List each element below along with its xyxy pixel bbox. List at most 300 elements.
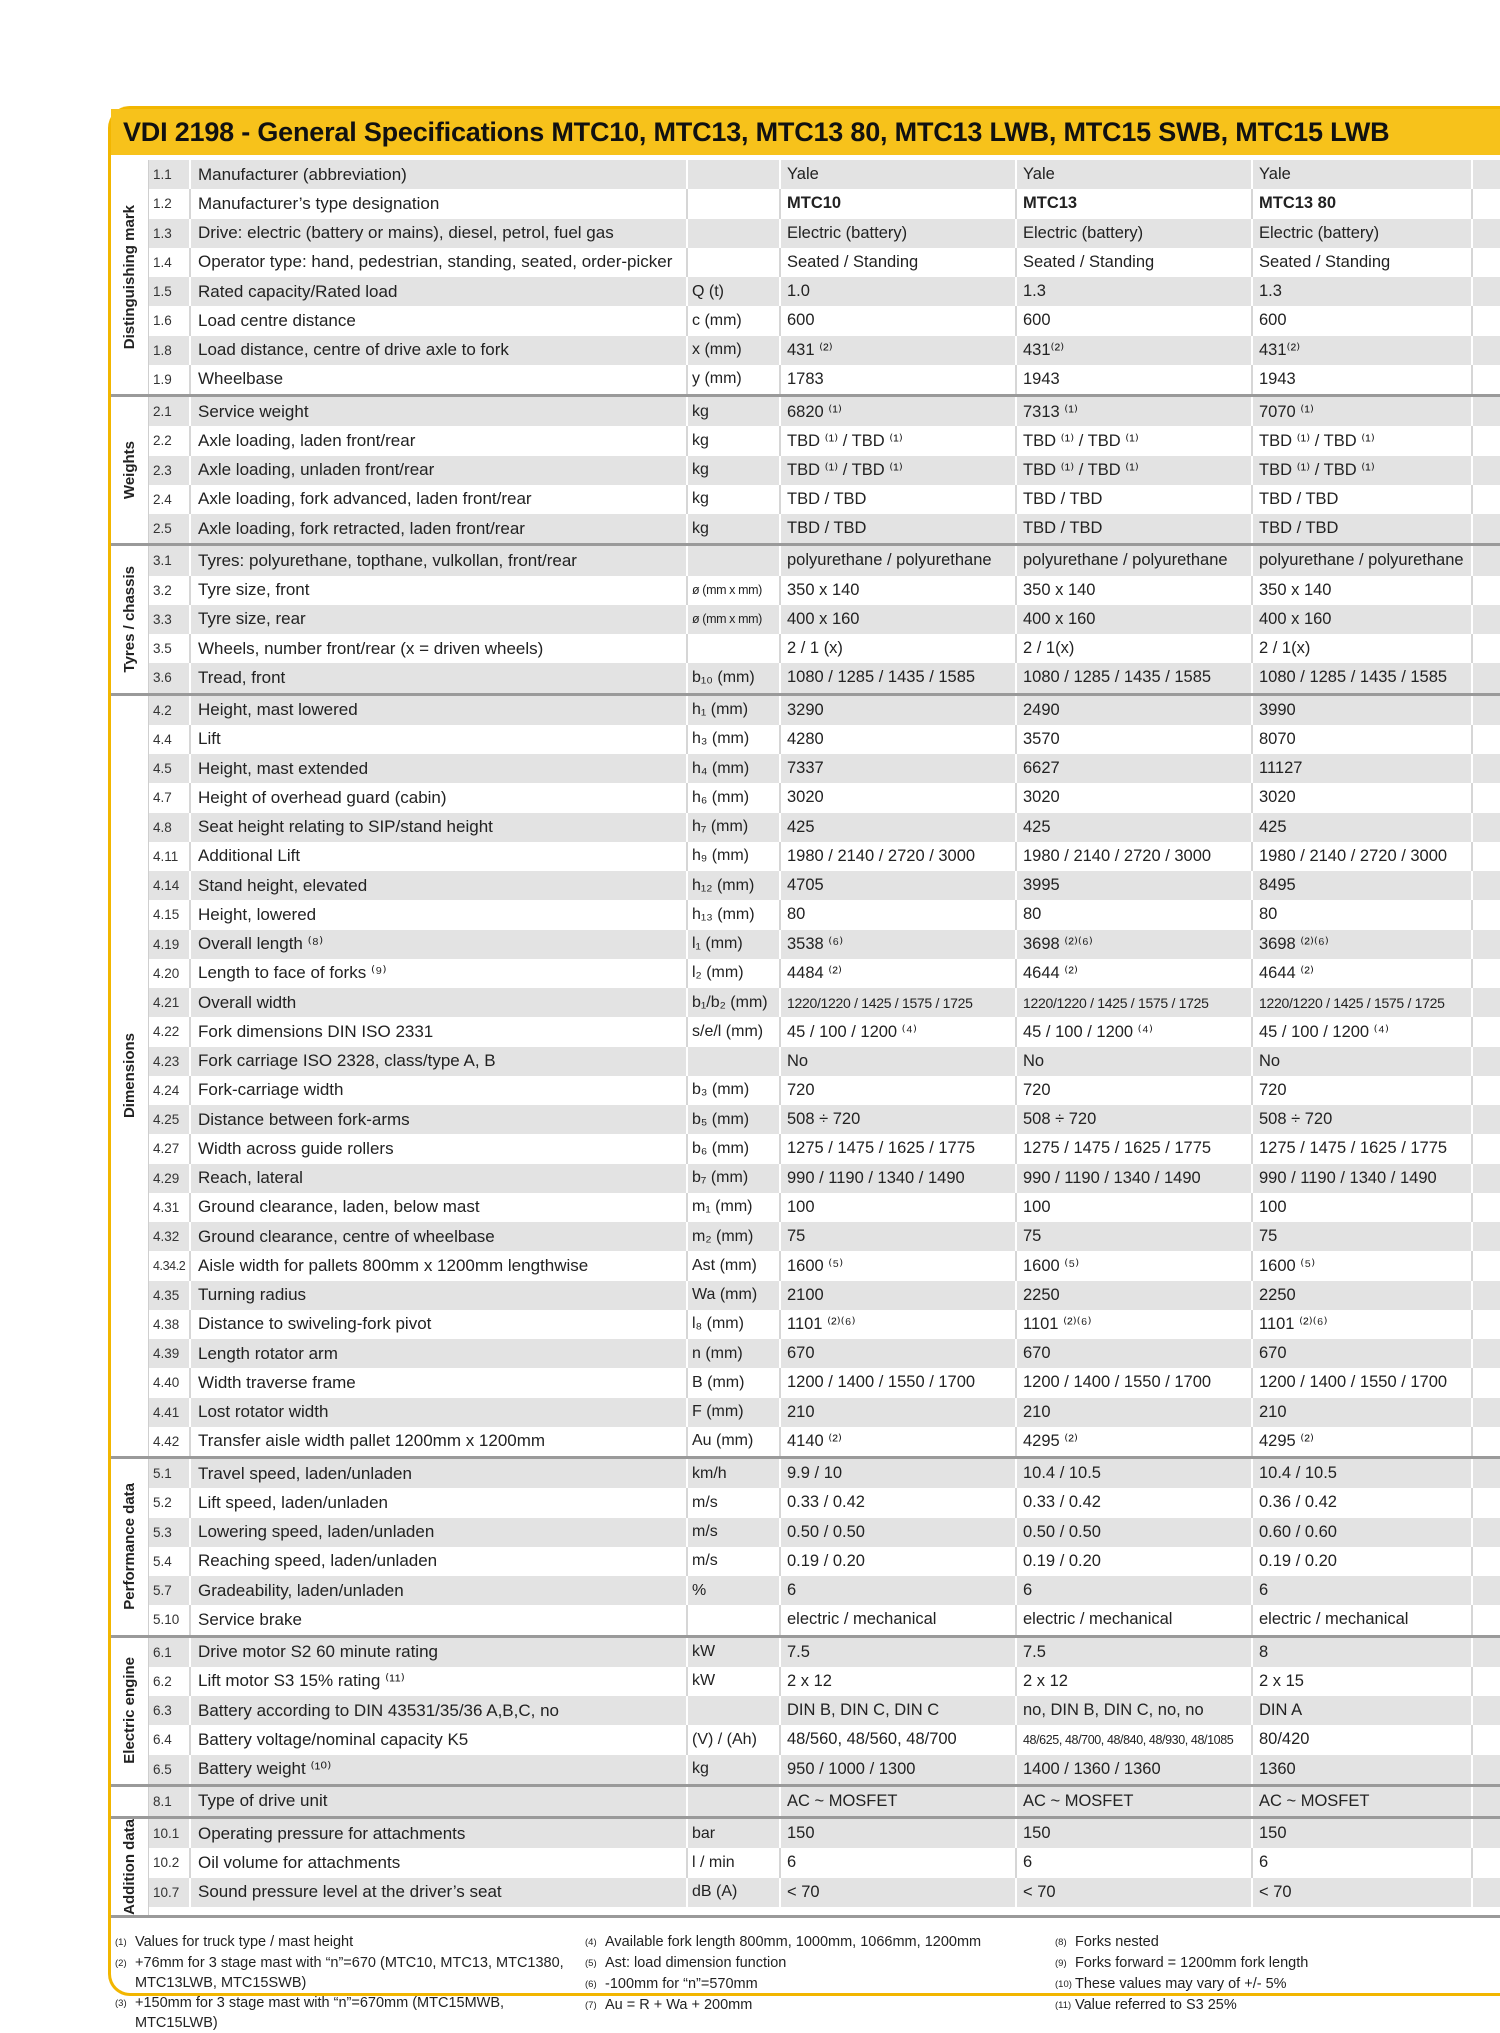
value-model-1: 6 — [781, 1576, 1017, 1605]
value-model-1: 4280 — [781, 725, 1017, 754]
row-description: Width across guide rollers — [191, 1134, 688, 1163]
value-model-3: < 70 — [1253, 1878, 1473, 1907]
value-model-2: 2490 — [1017, 696, 1253, 725]
value-model-3: 4295 ⁽²⁾ — [1253, 1427, 1473, 1456]
row-number: 1.3 — [149, 219, 191, 248]
row-unit: h₃ (mm) — [688, 725, 781, 754]
row-unit: Wa (mm) — [688, 1281, 781, 1310]
value-model-2: 0.50 / 0.50 — [1017, 1518, 1253, 1547]
group-label — [111, 397, 149, 543]
value-model-3: 75 — [1253, 1222, 1473, 1251]
row-description: Stand height, elevated — [191, 871, 688, 900]
row-description: Battery voltage/nominal capacity K5 — [191, 1725, 688, 1754]
footnote — [585, 1932, 1037, 1953]
row-unit: b₅ (mm) — [688, 1105, 781, 1134]
row-unit: b₁/b₂ (mm) — [688, 988, 781, 1017]
value-model-1: 1.0 — [781, 277, 1017, 306]
value-model-3: 400 x 160 — [1253, 605, 1473, 634]
value-model-3: electric / mechanical — [1253, 1605, 1473, 1634]
value-model-2: < 70 — [1017, 1878, 1253, 1907]
spec-row — [149, 514, 1500, 543]
value-model-3: 45 / 100 / 1200 ⁽⁴⁾ — [1253, 1017, 1473, 1046]
value-model-3: 0.36 / 0.42 — [1253, 1488, 1473, 1517]
row-number: 4.8 — [149, 813, 191, 842]
row-number: 1.6 — [149, 306, 191, 335]
row-unit: y (mm) — [688, 365, 781, 394]
row-unit: m₂ (mm) — [688, 1222, 781, 1251]
value-model-2: Electric (battery) — [1017, 219, 1253, 248]
spec-row — [149, 988, 1500, 1017]
group-rows — [149, 1638, 1500, 1784]
spec-row — [149, 1638, 1500, 1667]
value-model-2: No — [1017, 1047, 1253, 1076]
row-unit — [688, 189, 781, 218]
spec-row — [149, 160, 1500, 189]
value-model-2: electric / mechanical — [1017, 1605, 1253, 1634]
spec-row — [149, 634, 1500, 663]
row-description: Additional Lift — [191, 842, 688, 871]
value-model-1: 1600 ⁽⁵⁾ — [781, 1251, 1017, 1280]
row-number: 1.1 — [149, 160, 191, 189]
value-model-3: No — [1253, 1047, 1473, 1076]
spec-row — [149, 248, 1500, 277]
row-unit — [688, 219, 781, 248]
row-unit: b₇ (mm) — [688, 1164, 781, 1193]
row-description: Length to face of forks ⁽⁹⁾ — [191, 959, 688, 988]
row-number: 3.6 — [149, 663, 191, 692]
row-description: Turning radius — [191, 1281, 688, 1310]
value-model-3: 3698 ⁽²⁾⁽⁶⁾ — [1253, 930, 1473, 959]
value-model-1: 1080 / 1285 / 1435 / 1585 — [781, 663, 1017, 692]
row-description: Height of overhead guard (cabin) — [191, 783, 688, 812]
row-description: Operator type: hand, pedestrian, standing, seated, order-picker — [191, 248, 688, 277]
spec-row — [149, 1047, 1500, 1076]
value-model-2: TBD / TBD — [1017, 485, 1253, 514]
value-model-1: 3538 ⁽⁶⁾ — [781, 930, 1017, 959]
row-number: 4.4 — [149, 725, 191, 754]
row-number: 3.3 — [149, 605, 191, 634]
spec-row — [149, 1427, 1500, 1456]
value-model-1: 2 x 12 — [781, 1667, 1017, 1696]
value-model-1: 48/560, 48/560, 48/700 — [781, 1725, 1017, 1754]
spec-row — [149, 546, 1500, 575]
row-unit: m/s — [688, 1547, 781, 1576]
group-label-text: Dimensions — [121, 1033, 138, 1119]
spec-row — [149, 1164, 1500, 1193]
row-unit: b₁₀ (mm) — [688, 663, 781, 692]
value-model-1: 950 / 1000 / 1300 — [781, 1755, 1017, 1784]
row-description: Fork carriage ISO 2328, class/type A, B — [191, 1047, 688, 1076]
footnote — [585, 1995, 1037, 2016]
row-number: 1.5 — [149, 277, 191, 306]
value-model-3: 0.60 / 0.60 — [1253, 1518, 1473, 1547]
row-number: 4.21 — [149, 988, 191, 1017]
value-model-2: 0.19 / 0.20 — [1017, 1547, 1253, 1576]
footnote-mark: (9) — [1055, 1957, 1067, 1969]
value-model-2: 600 — [1017, 306, 1253, 335]
value-model-3: 0.19 / 0.20 — [1253, 1547, 1473, 1576]
row-number: 3.1 — [149, 546, 191, 575]
row-unit: h₁₃ (mm) — [688, 900, 781, 929]
row-description: Oil volume for attachments — [191, 1848, 688, 1877]
value-model-3: 1943 — [1253, 365, 1473, 394]
footnote-text: +76mm for 3 stage mast with “n”=670 (MTC10, MTC13, MTC1380, MTC13LWB, MTC15SWB) — [135, 1954, 564, 1991]
row-number: 4.31 — [149, 1193, 191, 1222]
page-title: VDI 2198 - General Specifications MTC10, MTC13, MTC13 80, MTC13 LWB, MTC15 SWB, MTC15 LWB — [111, 109, 1500, 155]
footnote-mark: (1) — [115, 1936, 127, 1948]
value-model-3: 720 — [1253, 1076, 1473, 1105]
value-model-3: 3020 — [1253, 783, 1473, 812]
value-model-3: 8070 — [1253, 725, 1473, 754]
value-model-3: TBD ⁽¹⁾ / TBD ⁽¹⁾ — [1253, 426, 1473, 455]
value-model-1: 3020 — [781, 783, 1017, 812]
value-model-1: 1220/1220 / 1425 / 1575 / 1725 — [781, 988, 1017, 1017]
value-model-1: TBD / TBD — [781, 514, 1017, 543]
row-unit: ø (mm x mm) — [688, 576, 781, 605]
spec-sheet — [108, 106, 1500, 2031]
row-number: 5.1 — [149, 1459, 191, 1488]
value-model-1: AC ~ MOSFET — [781, 1787, 1017, 1816]
value-model-3: 4644 ⁽²⁾ — [1253, 959, 1473, 988]
value-model-1: Electric (battery) — [781, 219, 1017, 248]
value-model-1: TBD / TBD — [781, 485, 1017, 514]
spec-row — [149, 365, 1500, 394]
row-number: 1.9 — [149, 365, 191, 394]
row-number: 6.3 — [149, 1696, 191, 1725]
row-description: Drive: electric (battery or mains), diesel, petrol, fuel gas — [191, 219, 688, 248]
value-model-3: 1.3 — [1253, 277, 1473, 306]
row-number: 10.2 — [149, 1848, 191, 1877]
footnote-text: Ast: load dimension function — [605, 1954, 787, 1971]
row-description: Wheels, number front/rear (x = driven wheels) — [191, 634, 688, 663]
spec-row — [149, 1819, 1500, 1848]
value-model-1: 7337 — [781, 754, 1017, 783]
row-description: Lift speed, laden/unladen — [191, 1488, 688, 1517]
value-model-1: No — [781, 1047, 1017, 1076]
value-model-1: MTC10 — [781, 189, 1017, 218]
value-model-1: 720 — [781, 1076, 1017, 1105]
spec-row — [149, 605, 1500, 634]
spec-row — [149, 1459, 1500, 1488]
row-description: Gradeability, laden/unladen — [191, 1576, 688, 1605]
value-model-2: 4295 ⁽²⁾ — [1017, 1427, 1253, 1456]
row-number: 4.24 — [149, 1076, 191, 1105]
value-model-2: Seated / Standing — [1017, 248, 1253, 277]
group-label — [111, 1638, 149, 1784]
group-rows — [149, 1787, 1500, 1816]
value-model-3: 1220/1220 / 1425 / 1575 / 1725 — [1253, 988, 1473, 1017]
row-unit: s/e/l (mm) — [688, 1017, 781, 1046]
spec-row — [149, 219, 1500, 248]
footnote-mark: (4) — [585, 1936, 597, 1948]
value-model-3: 3990 — [1253, 696, 1473, 725]
row-number: 5.3 — [149, 1518, 191, 1547]
row-description: Lift motor S3 15% rating ⁽¹¹⁾ — [191, 1667, 688, 1696]
spec-group — [111, 1638, 1500, 1787]
value-model-3: 80 — [1253, 900, 1473, 929]
footnote-text: -100mm for “n”=570mm — [605, 1975, 758, 1992]
group-rows — [149, 1459, 1500, 1635]
spec-row — [149, 306, 1500, 335]
spec-row — [149, 813, 1500, 842]
spec-row — [149, 1755, 1500, 1784]
row-description: Manufacturer’s type designation — [191, 189, 688, 218]
value-model-3: AC ~ MOSFET — [1253, 1787, 1473, 1816]
value-model-2: 80 — [1017, 900, 1253, 929]
row-description: Transfer aisle width pallet 1200mm x 1200mm — [191, 1427, 688, 1456]
spec-row — [149, 1368, 1500, 1397]
row-number: 4.2 — [149, 696, 191, 725]
value-model-3: DIN A — [1253, 1696, 1473, 1725]
value-model-1: electric / mechanical — [781, 1605, 1017, 1634]
value-model-1: 1980 / 2140 / 2720 / 3000 — [781, 842, 1017, 871]
spec-row — [149, 1787, 1500, 1816]
row-number: 2.4 — [149, 485, 191, 514]
value-model-2: 45 / 100 / 1200 ⁽⁴⁾ — [1017, 1017, 1253, 1046]
row-unit: kg — [688, 514, 781, 543]
spec-row — [149, 1134, 1500, 1163]
group-label-text: Tyres / chassis — [121, 566, 138, 673]
row-unit: kg — [688, 426, 781, 455]
row-description: Distance between fork-arms — [191, 1105, 688, 1134]
row-description: Battery according to DIN 43531/35/36 A,B,C, no — [191, 1696, 688, 1725]
spec-row — [149, 1251, 1500, 1280]
row-unit — [688, 634, 781, 663]
value-model-1: 0.19 / 0.20 — [781, 1547, 1017, 1576]
value-model-1: 0.50 / 0.50 — [781, 1518, 1017, 1547]
spec-row — [149, 1667, 1500, 1696]
row-number: 6.1 — [149, 1638, 191, 1667]
row-number: 4.32 — [149, 1222, 191, 1251]
footnote-text: Forks forward = 1200mm fork length — [1075, 1954, 1309, 1971]
spec-row — [149, 336, 1500, 365]
group-label — [111, 1787, 149, 1816]
row-number: 4.27 — [149, 1134, 191, 1163]
row-unit — [688, 1047, 781, 1076]
row-description: Aisle width for pallets 800mm x 1200mm lengthwise — [191, 1251, 688, 1280]
group-label-text: Electric engine — [121, 1657, 138, 1764]
spec-row — [149, 1878, 1500, 1907]
value-model-2: 670 — [1017, 1339, 1253, 1368]
group-rows — [149, 397, 1500, 543]
row-description: Seat height relating to SIP/stand height — [191, 813, 688, 842]
value-model-1: 400 x 160 — [781, 605, 1017, 634]
row-unit: B (mm) — [688, 1368, 781, 1397]
row-description: Rated capacity/Rated load — [191, 277, 688, 306]
row-description: Distance to swiveling-fork pivot — [191, 1310, 688, 1339]
spec-row — [149, 783, 1500, 812]
value-model-1: 9.9 / 10 — [781, 1459, 1017, 1488]
row-unit: % — [688, 1576, 781, 1605]
value-model-1: 508 ÷ 720 — [781, 1105, 1017, 1134]
value-model-2: 2 x 12 — [1017, 1667, 1253, 1696]
row-description: Tyre size, rear — [191, 605, 688, 634]
row-unit: Q (t) — [688, 277, 781, 306]
row-unit: Au (mm) — [688, 1427, 781, 1456]
footnote-text: Available fork length 800mm, 1000mm, 1066mm, 1200mm — [605, 1933, 982, 1950]
row-unit — [688, 248, 781, 277]
spec-row — [149, 456, 1500, 485]
row-number: 4.11 — [149, 842, 191, 871]
value-model-1: 3290 — [781, 696, 1017, 725]
value-model-2: 431⁽²⁾ — [1017, 336, 1253, 365]
value-model-1: 210 — [781, 1398, 1017, 1427]
value-model-2: no, DIN B, DIN C, no, no — [1017, 1696, 1253, 1725]
row-number: 4.35 — [149, 1281, 191, 1310]
spec-row — [149, 871, 1500, 900]
row-number: 5.7 — [149, 1576, 191, 1605]
value-model-2: 1200 / 1400 / 1550 / 1700 — [1017, 1368, 1253, 1397]
value-model-2: 4644 ⁽²⁾ — [1017, 959, 1253, 988]
value-model-1: 1783 — [781, 365, 1017, 394]
row-unit — [688, 546, 781, 575]
spec-row — [149, 1310, 1500, 1339]
row-number: 4.19 — [149, 930, 191, 959]
row-unit: m/s — [688, 1488, 781, 1517]
value-model-2: 0.33 / 0.42 — [1017, 1488, 1253, 1517]
row-unit: dB (A) — [688, 1878, 781, 1907]
value-model-2: 1943 — [1017, 365, 1253, 394]
spec-group — [111, 397, 1500, 546]
value-model-2: 1980 / 2140 / 2720 / 3000 — [1017, 842, 1253, 871]
footnote-mark: (8) — [1055, 1936, 1067, 1948]
value-model-1: 1275 / 1475 / 1625 / 1775 — [781, 1134, 1017, 1163]
footnote-column — [585, 1932, 1055, 2033]
value-model-2: 3020 — [1017, 783, 1253, 812]
group-label — [111, 1819, 149, 1915]
value-model-3: MTC13 80 — [1253, 189, 1473, 218]
value-model-2: 7.5 — [1017, 1638, 1253, 1667]
value-model-1: 350 x 140 — [781, 576, 1017, 605]
value-model-3: 350 x 140 — [1253, 576, 1473, 605]
row-number: 6.5 — [149, 1755, 191, 1784]
value-model-1: 600 — [781, 306, 1017, 335]
value-model-3: 7070 ⁽¹⁾ — [1253, 397, 1473, 426]
row-number: 6.4 — [149, 1725, 191, 1754]
row-number: 3.5 — [149, 634, 191, 663]
footnote-mark: (5) — [585, 1957, 597, 1969]
value-model-2: 350 x 140 — [1017, 576, 1253, 605]
value-model-3: 1980 / 2140 / 2720 / 3000 — [1253, 842, 1473, 871]
row-unit: Ast (mm) — [688, 1251, 781, 1280]
value-model-1: 45 / 100 / 1200 ⁽⁴⁾ — [781, 1017, 1017, 1046]
value-model-3: 8 — [1253, 1638, 1473, 1667]
value-model-3: 80/420 — [1253, 1725, 1473, 1754]
value-model-3: 2250 — [1253, 1281, 1473, 1310]
row-number: 2.5 — [149, 514, 191, 543]
value-model-3: 2 / 1(x) — [1253, 634, 1473, 663]
row-number: 4.7 — [149, 783, 191, 812]
value-model-2: 425 — [1017, 813, 1253, 842]
value-model-2: 150 — [1017, 1819, 1253, 1848]
spec-row — [149, 1105, 1500, 1134]
footnote-mark: (6) — [585, 1978, 597, 1990]
footnote-mark: (3) — [115, 1997, 127, 2009]
footnote-text: Values for truck type / mast height — [135, 1933, 354, 1950]
spec-row — [149, 1576, 1500, 1605]
row-description: Wheelbase — [191, 365, 688, 394]
row-description: Tyres: polyurethane, topthane, vulkollan, front/rear — [191, 546, 688, 575]
row-unit: x (mm) — [688, 336, 781, 365]
value-model-3: 10.4 / 10.5 — [1253, 1459, 1473, 1488]
value-model-2: 210 — [1017, 1398, 1253, 1427]
row-description: Axle loading, fork advanced, laden front/rear — [191, 485, 688, 514]
row-description: Manufacturer (abbreviation) — [191, 160, 688, 189]
row-number: 4.39 — [149, 1339, 191, 1368]
value-model-2: TBD ⁽¹⁾ / TBD ⁽¹⁾ — [1017, 426, 1253, 455]
spec-row — [149, 1339, 1500, 1368]
value-model-1: Seated / Standing — [781, 248, 1017, 277]
row-description: Axle loading, fork retracted, laden front/rear — [191, 514, 688, 543]
row-description: Sound pressure level at the driver’s seat — [191, 1878, 688, 1907]
row-unit — [688, 1696, 781, 1725]
group-label — [111, 696, 149, 1457]
value-model-3: 2 x 15 — [1253, 1667, 1473, 1696]
row-unit: km/h — [688, 1459, 781, 1488]
row-description: Travel speed, laden/unladen — [191, 1459, 688, 1488]
value-model-2: 1400 / 1360 / 1360 — [1017, 1755, 1253, 1784]
value-model-3: 431⁽²⁾ — [1253, 336, 1473, 365]
row-number: 4.20 — [149, 959, 191, 988]
group-rows — [149, 546, 1500, 692]
spec-row — [149, 959, 1500, 988]
spec-row — [149, 485, 1500, 514]
spec-row — [149, 725, 1500, 754]
spec-row — [149, 1518, 1500, 1547]
row-number: 8.1 — [149, 1787, 191, 1816]
value-model-2: 7313 ⁽¹⁾ — [1017, 397, 1253, 426]
footnote — [1055, 1953, 1457, 1974]
row-description: Service weight — [191, 397, 688, 426]
spec-row — [149, 1848, 1500, 1877]
row-description: Tread, front — [191, 663, 688, 692]
row-number: 10.1 — [149, 1819, 191, 1848]
value-model-1: 670 — [781, 1339, 1017, 1368]
value-model-3: 1275 / 1475 / 1625 / 1775 — [1253, 1134, 1473, 1163]
row-number: 1.8 — [149, 336, 191, 365]
row-number: 4.23 — [149, 1047, 191, 1076]
row-number: 2.3 — [149, 456, 191, 485]
spec-row — [149, 696, 1500, 725]
value-model-1: 425 — [781, 813, 1017, 842]
row-unit: l₂ (mm) — [688, 959, 781, 988]
spec-group — [111, 696, 1500, 1460]
footnote-mark: (2) — [115, 1957, 127, 1969]
spec-row — [149, 1017, 1500, 1046]
value-model-1: 990 / 1190 / 1340 / 1490 — [781, 1164, 1017, 1193]
spec-row — [149, 1725, 1500, 1754]
row-number: 5.2 — [149, 1488, 191, 1517]
row-description: Height, lowered — [191, 900, 688, 929]
row-description: Load centre distance — [191, 306, 688, 335]
row-unit: kg — [688, 456, 781, 485]
value-model-3: Electric (battery) — [1253, 219, 1473, 248]
value-model-3: TBD / TBD — [1253, 514, 1473, 543]
footnote — [115, 1932, 567, 1953]
row-unit — [688, 160, 781, 189]
row-number: 5.10 — [149, 1605, 191, 1634]
value-model-2: 1080 / 1285 / 1435 / 1585 — [1017, 663, 1253, 692]
footnote-text: Forks nested — [1075, 1933, 1159, 1950]
value-model-1: 7.5 — [781, 1638, 1017, 1667]
row-description: Type of drive unit — [191, 1787, 688, 1816]
row-description: Overall length ⁽⁸⁾ — [191, 930, 688, 959]
spec-row — [149, 663, 1500, 692]
value-model-2: 100 — [1017, 1193, 1253, 1222]
value-model-2: Yale — [1017, 160, 1253, 189]
footnote-text: +150mm for 3 stage mast with “n”=670mm (MTC15MWB, MTC15LWB) — [135, 1994, 505, 2031]
group-label-text: Addition data — [121, 1819, 138, 1915]
